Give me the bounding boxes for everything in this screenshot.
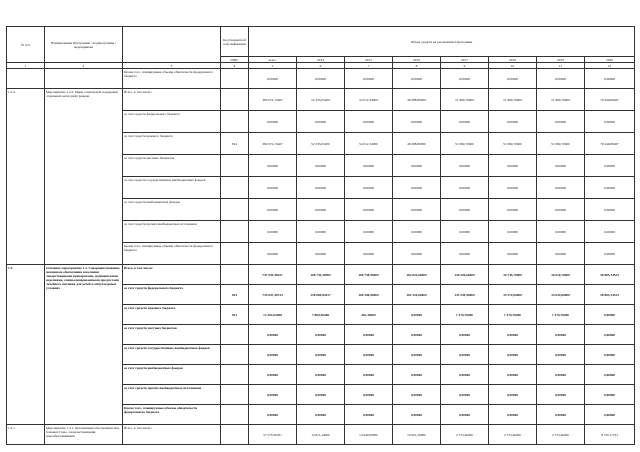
row-grbs-code [221,69,249,89]
row-amount: 0,00000 [393,177,441,199]
row-amount: 1 376,70000 [489,305,537,325]
row-amount: 0,00000 [393,243,441,265]
row-amount: 0,00000 [489,111,537,133]
row-amount: 0,00000 [393,111,441,133]
row-amount: 1 376,70000 [537,305,585,325]
row-amount: 0,00000 [585,221,635,243]
index-cell: 7 [345,63,393,69]
row-amount: 0,00000 [249,221,297,243]
row-amount: 0,00000 [393,155,441,177]
row-amount: 54 012,34000 [345,133,393,155]
row-amount: 0,00000 [345,199,393,221]
row-funding-source: за счет средств государственных внебюджетных фондов [123,177,221,199]
row-amount: 0,00000 [345,69,393,89]
row-amount: 0,00000 [297,405,345,425]
row-amount: 735 847,40733 [249,285,297,305]
row-amount: 0,00000 [297,177,345,199]
row-amount: 0,00000 [297,69,345,89]
header-year: 2019 [537,57,585,63]
row-amount: 36 745,70000 [489,265,537,285]
table-row [7,425,635,445]
row-amount: 0,00000 [585,111,635,133]
row-amount: 35 372,00000 [489,285,537,305]
row-amount: 0,00000 [441,111,489,133]
row-amount: 70 446,89467 [585,89,635,111]
row-amount: 0,00000 [489,365,537,385]
row-amount: 0,00000 [249,325,297,345]
row-amount: 108 755,40985 [297,265,345,285]
header-row [7,27,635,57]
row-amount: 0,00000 [249,243,297,265]
row-amount: 0,00000 [537,345,585,365]
row-program-name: Мероприятие 1.3.1. Организация обеспечения лиц, больных Гоше, злокачественными новообразованиями [45,425,123,445]
row-amount: 0,00000 [489,243,537,265]
row-funding-source: Всего, в том числе: [123,89,221,111]
row-amount: 0,00000 [393,405,441,425]
row-amount: 0,00000 [489,405,537,425]
row-amount: 0,00000 [585,365,635,385]
row-amount: 0,00000 [537,177,585,199]
row-amount: 2 753,40000 [489,425,537,445]
row-amount: 8 730,17761 [585,425,635,445]
header-grbs: ГРБС [221,57,249,63]
row-amount: 0,00000 [249,405,297,425]
row-amount: 0,00000 [537,155,585,177]
row-amount: 0,00000 [393,305,441,325]
row-amount: 136 526,60000 [441,265,489,285]
row-funding-source: Кроме того, планируемые объемы обязательств федерального бюджета [123,69,221,89]
row-amount: 462,40000 [345,305,393,325]
header-year: 2016 [393,57,441,63]
row-amount: 0,00000 [297,325,345,345]
row-grbs-code [221,345,249,365]
row-amount: 0,00000 [345,365,393,385]
row-grbs-code [221,385,249,405]
row-amount: 0,00000 [489,199,537,221]
header-budget-code: Код бюджетной классификации [221,27,249,57]
row-funding-source: за счет средств прочих внебюджетных источников [123,385,221,405]
index-cell: 10 [489,63,537,69]
row-amount: 0,00000 [441,385,489,405]
row-amount: 0,00000 [489,155,537,177]
row-amount: 1 376,70000 [441,305,489,325]
header-year: 2014 [297,57,345,63]
row-amount: 0,00000 [441,177,489,199]
row-amount: 0,00000 [537,221,585,243]
row-amount: 0,00000 [345,385,393,405]
header-source [123,27,221,63]
row-amount: 0,00000 [441,365,489,385]
row-amount: 51 999,70000 [441,89,489,111]
row-amount: 0,00000 [297,221,345,243]
row-amount: 2 753,40000 [537,425,585,445]
row-amount: 0,00000 [441,243,489,265]
row-funding-source: за счет средств внебюджетных фондов [123,199,221,221]
row-funding-source: Всего, в том числе: [123,425,221,445]
row-funding-source: Всего, в том числе: [123,265,221,285]
row-amount: 0,00000 [585,199,635,221]
row-amount: 0,00000 [249,155,297,177]
row-amount: 0,00000 [489,69,537,89]
row-amount: 0,00000 [249,111,297,133]
row-grbs-code [221,365,249,385]
row-funding-source: за счет средств государственных внебюджетных фондов [123,345,221,365]
row-number: 1.3.1. [7,425,45,445]
row-amount: 0,00000 [441,405,489,425]
row-amount: 51 999,70000 [537,133,585,155]
row-amount: 0,00000 [249,385,297,405]
row-amount: 2 753,40000 [441,425,489,445]
row-amount: 0,00000 [585,243,635,265]
row-amount: 0,00000 [297,385,345,405]
row-amount: 0,00000 [249,365,297,385]
row-funding-source: за счет средств местных бюджетов [123,325,221,345]
row-amount: 0,00000 [585,177,635,199]
row-grbs-code [221,265,249,285]
row-amount: 7 889,56488 [297,305,345,325]
row-funding-source: за счет средств местных бюджетов [123,155,221,177]
program-funding-table [6,26,635,445]
row-grbs-code [221,89,249,111]
row-program-name [45,69,123,89]
row-amount: 182 824,60000 [393,265,441,285]
row-amount: 0,00000 [345,221,393,243]
row-amount: 382 072,15467 [249,89,297,111]
header-total: всего [249,57,297,63]
header-program-name: Наименование Программы / подпрограммы / мероприятия [45,27,123,63]
row-amount: 0,00000 [441,221,489,243]
row-amount: 135 259,90000 [441,285,489,305]
row-amount: 0,00000 [537,243,585,265]
row-program-name: Основное мероприятие 1.3. Совершенствование механизма обеспечения населения лекарственными препаратами, медицинскими изделиями, специализированными продуктами лечебного питания для детей в амбулаторных условиях [45,265,123,425]
row-amount: 0,00000 [393,365,441,385]
row-amount: 0,00000 [441,155,489,177]
row-amount: 48 288,80000 [393,89,441,111]
row-amount: 0,00000 [585,405,635,425]
row-amount: 0,00000 [249,345,297,365]
index-cell: 1 [7,63,45,69]
header-year: 2017 [441,57,489,63]
row-amount: 0,00000 [441,69,489,89]
row-amount: 0,00000 [489,177,537,199]
row-amount: 0,00000 [297,155,345,177]
row-amount: 0,00000 [585,155,635,177]
row-grbs-code [221,325,249,345]
row-amount: 0,00000 [345,405,393,425]
row-amount: 0,00000 [297,243,345,265]
row-amount: 382 072,15467 [249,133,297,155]
row-amount: 52 333,03200 [297,133,345,155]
row-funding-source: Кроме того, планируемые объемы обязательств федерального бюджета [123,243,221,265]
row-amount: 0,00000 [489,325,537,345]
row-amount: 0,00000 [441,345,489,365]
header-number: № п/п [7,27,45,63]
row-amount: 58 885,14524 [585,265,635,285]
row-amount: 0,00000 [537,111,585,133]
row-amount: 0,00000 [537,405,585,425]
row-amount: 0,00000 [393,385,441,405]
row-amount: 58 885,14524 [585,285,635,305]
row-amount: 0,00000 [489,345,537,365]
row-amount: 57 573,56761 [249,425,297,445]
row-amount: 0,00000 [249,69,297,89]
row-amount: 0,00000 [537,69,585,89]
row-amount: 0,00000 [537,199,585,221]
row-amount: 0,00000 [345,155,393,177]
row-amount: 0,00000 [345,111,393,133]
row-amount: 54 012,34000 [345,89,393,111]
row-amount: 0,00000 [345,243,393,265]
header-volume: Объем средств на реализацию Программы [249,27,635,57]
row-number: 1.3. [7,265,45,425]
row-amount: 0,00000 [345,345,393,365]
row-grbs-code [221,405,249,425]
row-amount: 258 869,84417 [297,285,345,305]
row-grbs-code: 814 [221,133,249,155]
row-amount: 14 940,00000 [345,425,393,445]
index-cell: 4 [221,63,249,69]
row-funding-source: за счет средств федерального бюджета [123,285,221,305]
row-funding-source: за счет средств федерального бюджета [123,111,221,133]
index-cell: 8 [393,63,441,69]
row-amount: 52 333,03200 [297,89,345,111]
row-amount: 0,00000 [249,177,297,199]
index-cell: 5 [249,63,297,69]
row-program-name: Мероприятие 1.2.2. Меры социальной поддержки отдельных категорий граждан [45,89,123,265]
row-funding-source: за счет средств краевого бюджета [123,133,221,155]
row-amount: 0,00000 [489,221,537,243]
row-grbs-code [221,155,249,177]
row-amount: 10 821,20000 [393,425,441,445]
row-amount: 51 999,70000 [441,133,489,155]
row-amount: 0,00000 [393,199,441,221]
row-amount: 0,00000 [297,365,345,385]
row-amount: 0,00000 [585,69,635,89]
row-amount: 14 811,44000 [297,425,345,445]
row-amount: 0,00000 [345,177,393,199]
row-amount: 0,00000 [585,345,635,365]
row-amount: 182 324,00000 [393,285,441,305]
row-amount: 34 634,00000 [537,285,585,305]
index-cell: 11 [537,63,585,69]
row-amount: 0,00000 [585,385,635,405]
row-amount: 0,00000 [585,325,635,345]
row-grbs-code [221,177,249,199]
row-funding-source: за счет средств краевого бюджета [123,305,221,325]
row-amount: 12 492,04488 [249,305,297,325]
row-amount: 168 306,90000 [345,285,393,305]
row-grbs-code [221,425,249,445]
row-amount: 0,00000 [393,345,441,365]
index-cell: 2 [45,63,123,69]
row-amount: 0,00000 [537,325,585,345]
row-amount: 51 999,70000 [537,89,585,111]
row-amount: 0,00000 [585,305,635,325]
index-cell: 6 [297,63,345,69]
row-amount: 747 939,48221 [249,265,297,285]
row-grbs-code [221,221,249,243]
row-amount: 0,00000 [393,69,441,89]
header-year: 2015 [345,57,393,63]
table-row [7,265,635,285]
row-amount: 0,00000 [393,221,441,243]
table-row [7,69,635,89]
row-amount: 0,00000 [441,325,489,345]
row-grbs-code [221,199,249,221]
row-amount: 168 758,90000 [345,265,393,285]
row-amount: 51 999,70000 [489,133,537,155]
row-amount: 0,00000 [345,325,393,345]
row-amount: 36 010,70000 [537,265,585,285]
row-grbs-code [221,243,249,265]
row-amount: 0,00000 [393,325,441,345]
index-cell: 12 [585,63,635,69]
row-amount: 0,00000 [537,385,585,405]
row-amount: 0,00000 [297,345,345,365]
row-amount: 0,00000 [297,199,345,221]
row-funding-source: Кроме того, планируемые объемы обязательств федерального бюджета [123,405,221,425]
row-amount: 0,00000 [441,199,489,221]
row-amount: 0,00000 [249,199,297,221]
row-amount: 0,00000 [537,365,585,385]
row-number [7,69,45,89]
row-amount: 51 999,70000 [489,89,537,111]
row-amount: 0,00000 [297,111,345,133]
row-funding-source: за счет средств внебюджетных фондов [123,365,221,385]
row-funding-source: за счет средств прочих внебюджетных источников [123,221,221,243]
row-grbs-code: 814 [221,285,249,305]
row-amount: 48 288,80000 [393,133,441,155]
row-amount: 70 446,89467 [585,133,635,155]
table-row [7,89,635,111]
row-grbs-code: 814 [221,305,249,325]
header-year: 2018 [489,57,537,63]
header-year: 2020 [585,57,635,63]
index-cell: 9 [441,63,489,69]
row-amount: 0,00000 [489,385,537,405]
row-grbs-code [221,111,249,133]
index-cell: 3 [123,63,221,69]
row-number: 1.2.2. [7,89,45,265]
